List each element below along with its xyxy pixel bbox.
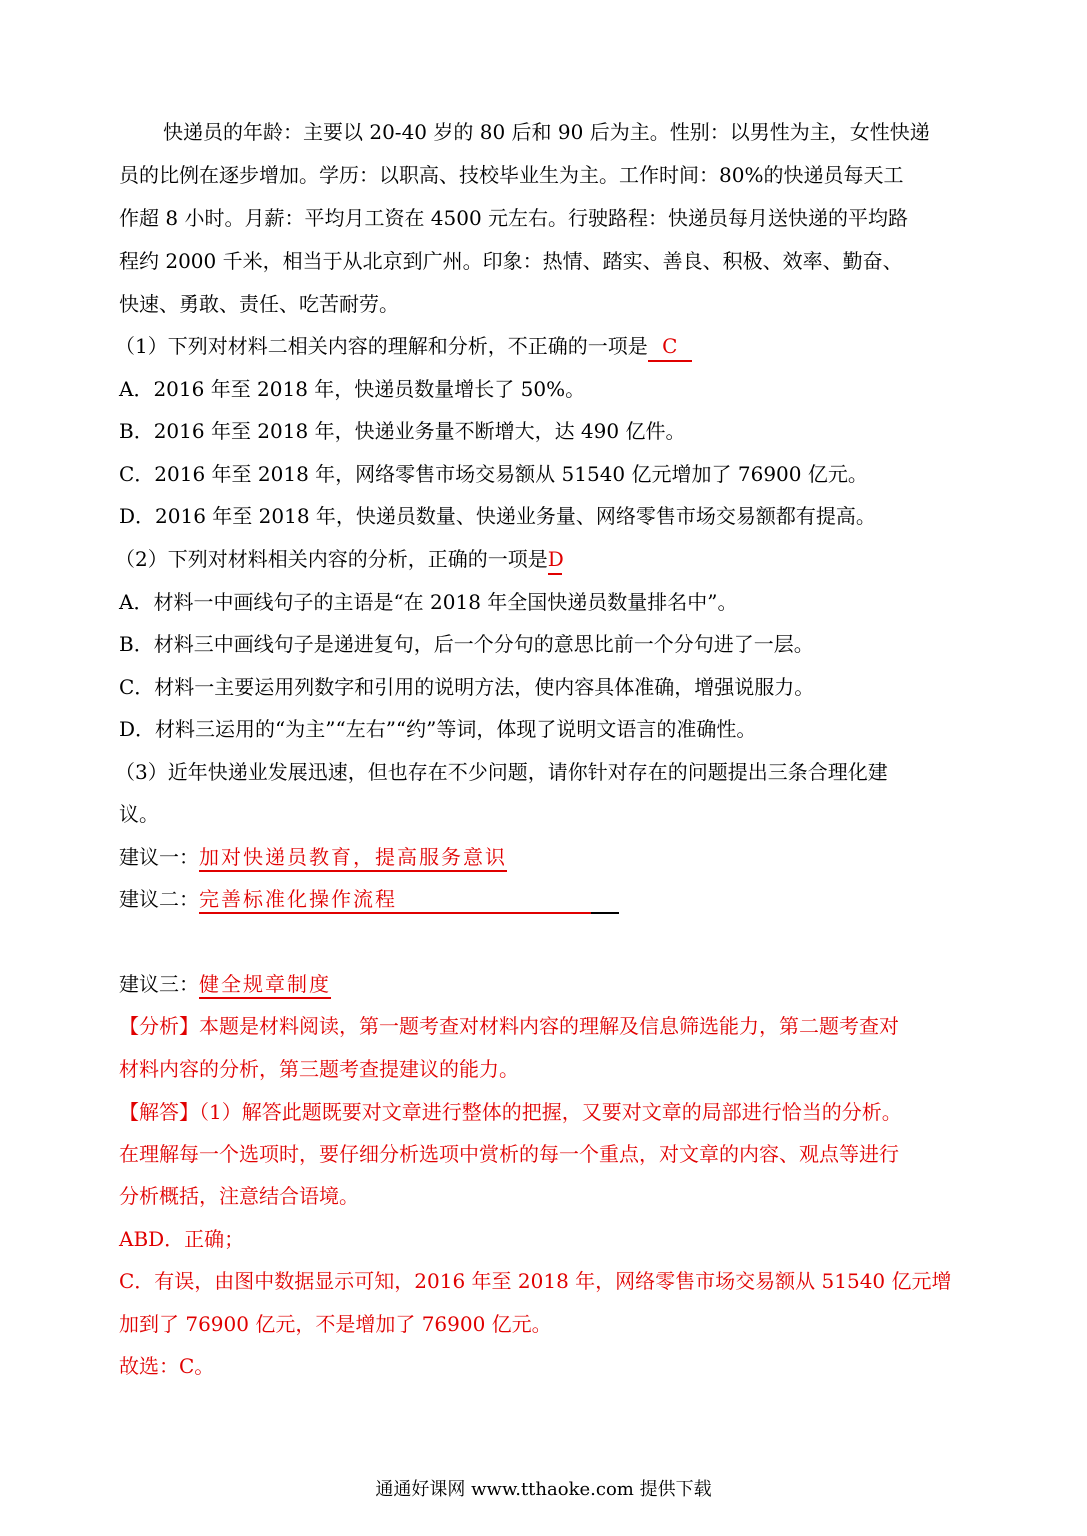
intro-line-2: 员的比例在逐步增加。学历：以职高、技校毕业生为主。工作时间：80%的快递员每天工 (119, 163, 904, 187)
solution-line-3: 分析概括，注意结合语境。 (119, 1184, 359, 1208)
q2-option-c: C．材料一主要运用列数字和引用的说明方法，使内容具体准确，增强说服力。 (119, 675, 815, 699)
q3-stem-line-1: （3）近年快递业发展迅速，但也存在不少问题，请你针对存在的问题提出三条合理化建 (115, 760, 888, 784)
intro-line-4: 程约 2000 千米，相当于从北京到广州。印象：热情、踏实、善良、积极、效率、勤奋、 (119, 249, 903, 273)
q1-stem: （1）下列对材料二相关内容的理解和分析，不正确的一项是 (115, 334, 648, 358)
q1-option-c: C．2016 年至 2018 年，网络零售市场交易额从 51540 亿元增加了 76900 亿元。 (119, 462, 868, 486)
suggestion-2-label: 建议二： (119, 887, 199, 911)
q1-option-d: D．2016 年至 2018 年，快递员数量、快递业务量、网络零售市场交易额都有提高。 (119, 504, 876, 528)
q2-stem-row (115, 545, 562, 575)
q2-option-d: D．材料三运用的“为主”“左右”“约”等词，体现了说明文语言的准确性。 (119, 717, 757, 741)
q1-option-b: B．2016 年至 2018 年，快递业务量不断增大，达 490 亿件。 (119, 419, 686, 443)
solution-line-2: 在理解每一个选项时，要仔细分析选项中赏析的每一个重点，对文章的内容、观点等进行 (119, 1142, 899, 1166)
solution-line-7: 故选：C。 (119, 1354, 215, 1378)
suggestion-1-text: 加对快递员教育，提高服务意识 (199, 844, 507, 872)
solution-line-4: ABD．正确； (119, 1227, 245, 1251)
q2-answer: D (548, 545, 562, 575)
q2-option-a: A．材料一中画线句子的主语是“在 2018 年全国快递员数量排名中”。 (119, 590, 738, 614)
q2-stem: （2）下列对材料相关内容的分析，正确的一项是 (115, 547, 548, 571)
intro-line-1: 快递员的年龄：主要以 20-40 岁的 80 后和 90 后为主。性别：以男性为主，女性快递 (163, 120, 930, 144)
analysis-line-2: 材料内容的分析，第三题考查提建议的能力。 (119, 1057, 519, 1081)
suggestion-1-label: 建议一： (119, 845, 199, 869)
q3-stem-line-2: 议。 (119, 802, 159, 826)
solution-line-5: C．有误，由图中数据显示可知，2016 年至 2018 年，网络零售市场交易额从 51540 亿元增 (119, 1269, 952, 1293)
suggestion-2-blank-extension (591, 888, 619, 914)
q1-option-a: A．2016 年至 2018 年，快递员数量增长了 50%。 (119, 377, 586, 401)
solution-line-1: 【解答】（1）解答此题既要对文章进行整体的把握，又要对文章的局部进行恰当的分析。 (119, 1100, 902, 1124)
q1-answer: C (648, 332, 692, 362)
suggestion-3 (119, 970, 331, 999)
suggestion-3-label: 建议三： (119, 972, 199, 996)
page-footer: 通通好课网 www.tthaoke.com 提供下载 (375, 1479, 712, 1500)
suggestion-1 (119, 843, 507, 872)
suggestion-2 (119, 885, 619, 914)
intro-line-3: 作超 8 小时。月薪：平均月工资在 4500 元左右。行驶路程：快递员每月送快递的平均路 (119, 206, 909, 230)
analysis-line-1: 【分析】本题是材料阅读，第一题考查对材料内容的理解及信息筛选能力，第二题考查对 (119, 1014, 899, 1038)
suggestion-2-text: 完善标准化操作流程 (199, 886, 591, 914)
solution-line-6: 加到了 76900 亿元，不是增加了 76900 亿元。 (119, 1312, 552, 1336)
q1-stem-row (115, 332, 692, 362)
q2-option-b: B．材料三中画线句子是递进复句，后一个分句的意思比前一个分句进了一层。 (119, 632, 814, 656)
intro-line-5: 快速、勇敢、责任、吃苦耐劳。 (119, 292, 399, 316)
suggestion-3-text: 健全规章制度 (199, 971, 331, 999)
